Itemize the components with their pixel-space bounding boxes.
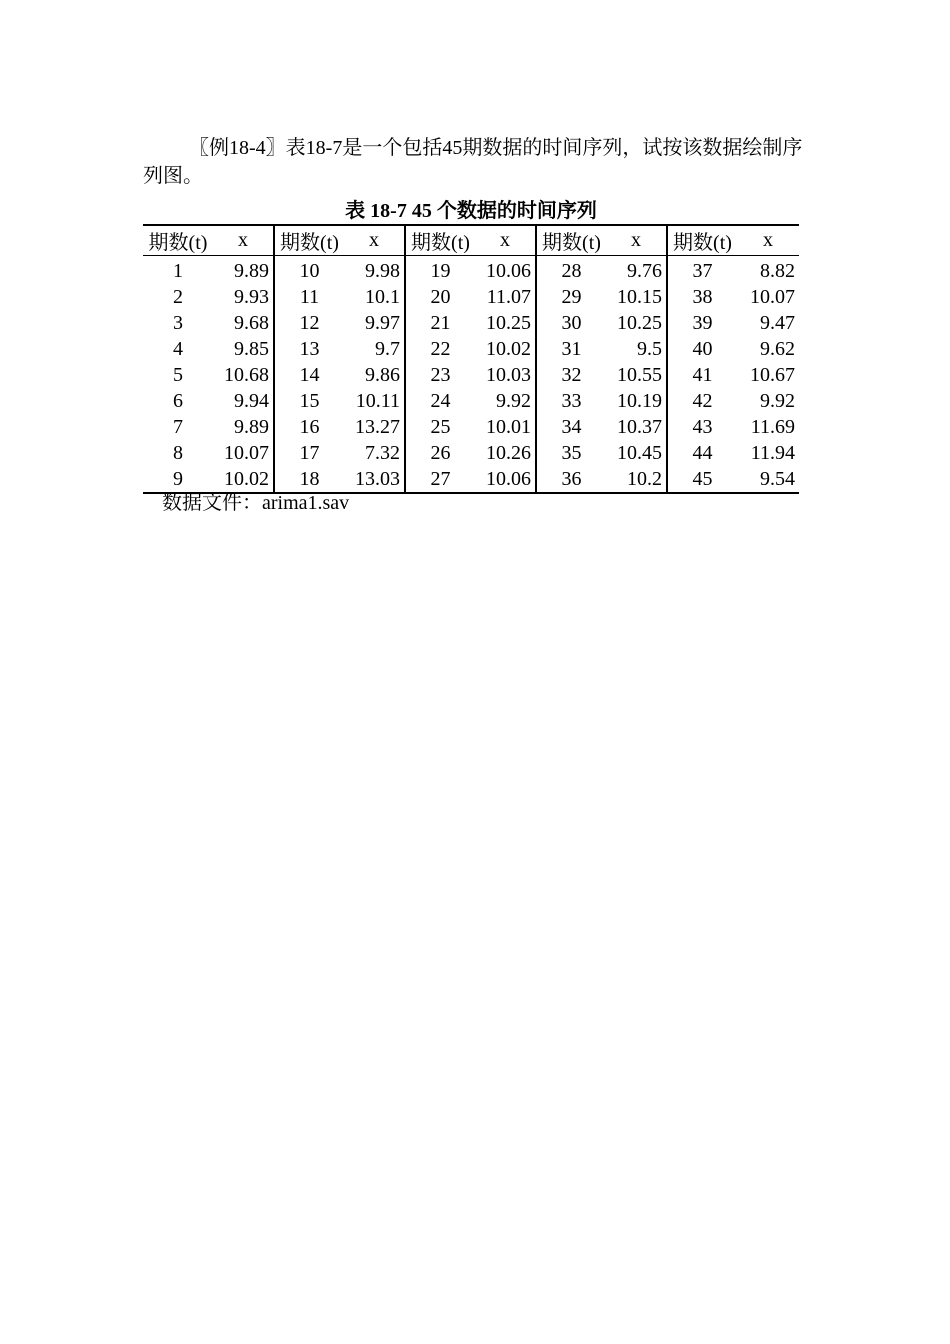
period-cell: 19 xyxy=(430,260,451,282)
value-cell: 11.94 xyxy=(750,442,795,464)
data-file-note: 数据文件：arima1.sav xyxy=(162,492,350,514)
value-cell: 13.03 xyxy=(344,466,405,493)
value-cell: 10.01 xyxy=(475,414,536,440)
value-cell: 9.62 xyxy=(760,338,795,360)
period-cell: 22 xyxy=(430,338,451,360)
value-header: x xyxy=(344,225,405,256)
period-cell: 20 xyxy=(430,286,451,308)
period-cell: 18 xyxy=(274,466,344,493)
period-cell: 29 xyxy=(561,286,582,308)
period-cell: 43 xyxy=(692,416,713,438)
value-header: x xyxy=(213,225,274,256)
time-series-table xyxy=(143,224,799,494)
value-cell: 9.76 xyxy=(606,256,667,285)
value-cell: 10.02 xyxy=(213,466,274,493)
period-cell: 15 xyxy=(299,390,320,412)
value-header: x xyxy=(475,225,536,256)
period-header: 期数(t) xyxy=(274,225,344,256)
table-header-row xyxy=(143,225,799,256)
value-cell: 9.85 xyxy=(213,336,274,362)
value-cell: 8.82 xyxy=(760,260,795,282)
period-cell: 31 xyxy=(561,338,582,360)
table-caption: 表 18-7 45 个数据的时间序列 xyxy=(345,200,597,222)
period-cell: 4 xyxy=(173,338,183,360)
value-cell: 9.5 xyxy=(606,336,667,362)
value-cell: 9.94 xyxy=(213,388,274,414)
value-cell: 11.69 xyxy=(750,416,795,438)
table-row xyxy=(143,310,799,336)
table-row xyxy=(143,284,799,310)
value-cell: 10.1 xyxy=(344,284,405,310)
period-cell: 1 xyxy=(173,260,183,282)
period-cell: 24 xyxy=(430,390,451,412)
period-cell: 32 xyxy=(561,364,582,386)
value-cell: 10.07 xyxy=(750,286,795,308)
value-cell: 10.55 xyxy=(606,362,667,388)
period-cell: 25 xyxy=(430,416,451,438)
value-cell: 9.89 xyxy=(213,256,274,285)
value-cell: 11.07 xyxy=(475,284,536,310)
value-cell: 9.47 xyxy=(760,312,795,334)
table-row xyxy=(143,336,799,362)
period-header: 期数(t) xyxy=(667,225,737,256)
period-cell: 42 xyxy=(692,390,713,412)
table-row xyxy=(143,440,799,466)
value-cell: 10.2 xyxy=(606,466,667,493)
value-cell: 10.37 xyxy=(606,414,667,440)
period-cell: 3 xyxy=(173,312,183,334)
value-cell: 10.06 xyxy=(475,256,536,285)
period-header: 期数(t) xyxy=(536,225,606,256)
period-cell: 9 xyxy=(143,466,213,493)
period-cell: 27 xyxy=(405,466,475,493)
value-cell: 10.11 xyxy=(344,388,405,414)
period-cell: 16 xyxy=(299,416,320,438)
period-cell: 5 xyxy=(173,364,183,386)
value-header: x xyxy=(737,225,799,256)
period-cell: 7 xyxy=(173,416,183,438)
example-paragraph: 〖例18-4〗表18-7是一个包括45期数据的时间序列，试按该数据绘制序列图。 xyxy=(143,137,803,187)
value-cell: 10.15 xyxy=(606,284,667,310)
value-cell: 9.54 xyxy=(737,466,799,493)
period-cell: 10 xyxy=(299,260,320,282)
value-cell: 10.25 xyxy=(606,310,667,336)
period-cell: 26 xyxy=(430,442,451,464)
value-cell: 10.45 xyxy=(606,440,667,466)
value-cell: 10.02 xyxy=(475,336,536,362)
period-cell: 8 xyxy=(173,442,183,464)
value-cell: 9.93 xyxy=(213,284,274,310)
period-cell: 41 xyxy=(692,364,713,386)
period-cell: 37 xyxy=(692,260,713,282)
value-cell: 9.68 xyxy=(213,310,274,336)
table-row xyxy=(143,414,799,440)
period-cell: 13 xyxy=(299,338,320,360)
period-cell: 14 xyxy=(299,364,320,386)
period-cell: 11 xyxy=(299,286,320,308)
value-cell: 13.27 xyxy=(344,414,405,440)
value-cell: 9.92 xyxy=(760,390,795,412)
table-row xyxy=(143,388,799,414)
value-cell: 10.06 xyxy=(475,466,536,493)
value-cell: 10.07 xyxy=(213,440,274,466)
period-cell: 44 xyxy=(692,442,713,464)
period-cell: 34 xyxy=(561,416,582,438)
value-cell: 10.68 xyxy=(213,362,274,388)
period-cell: 38 xyxy=(692,286,713,308)
period-cell: 39 xyxy=(692,312,713,334)
period-cell: 40 xyxy=(692,338,713,360)
value-cell: 7.32 xyxy=(344,440,405,466)
period-cell: 28 xyxy=(561,260,582,282)
value-cell: 10.26 xyxy=(475,440,536,466)
value-header: x xyxy=(606,225,667,256)
table-row xyxy=(143,362,799,388)
value-cell: 9.89 xyxy=(213,414,274,440)
value-cell: 10.19 xyxy=(606,388,667,414)
period-cell: 23 xyxy=(430,364,451,386)
value-cell: 9.86 xyxy=(344,362,405,388)
period-cell: 21 xyxy=(430,312,451,334)
period-cell: 35 xyxy=(561,442,582,464)
value-cell: 10.67 xyxy=(750,364,795,386)
value-cell: 10.03 xyxy=(475,362,536,388)
period-header: 期数(t) xyxy=(143,225,213,256)
value-cell: 9.97 xyxy=(344,310,405,336)
period-cell: 36 xyxy=(536,466,606,493)
period-header: 期数(t) xyxy=(405,225,475,256)
period-cell: 6 xyxy=(173,390,183,412)
period-cell: 12 xyxy=(299,312,320,334)
period-cell: 17 xyxy=(299,442,320,464)
table-row xyxy=(143,466,799,493)
period-cell: 30 xyxy=(561,312,582,334)
period-cell: 2 xyxy=(173,286,183,308)
value-cell: 9.92 xyxy=(475,388,536,414)
table-row xyxy=(143,256,799,285)
period-cell: 33 xyxy=(561,390,582,412)
value-cell: 9.7 xyxy=(344,336,405,362)
value-cell: 10.25 xyxy=(475,310,536,336)
period-cell: 45 xyxy=(667,466,737,493)
value-cell: 9.98 xyxy=(344,256,405,285)
